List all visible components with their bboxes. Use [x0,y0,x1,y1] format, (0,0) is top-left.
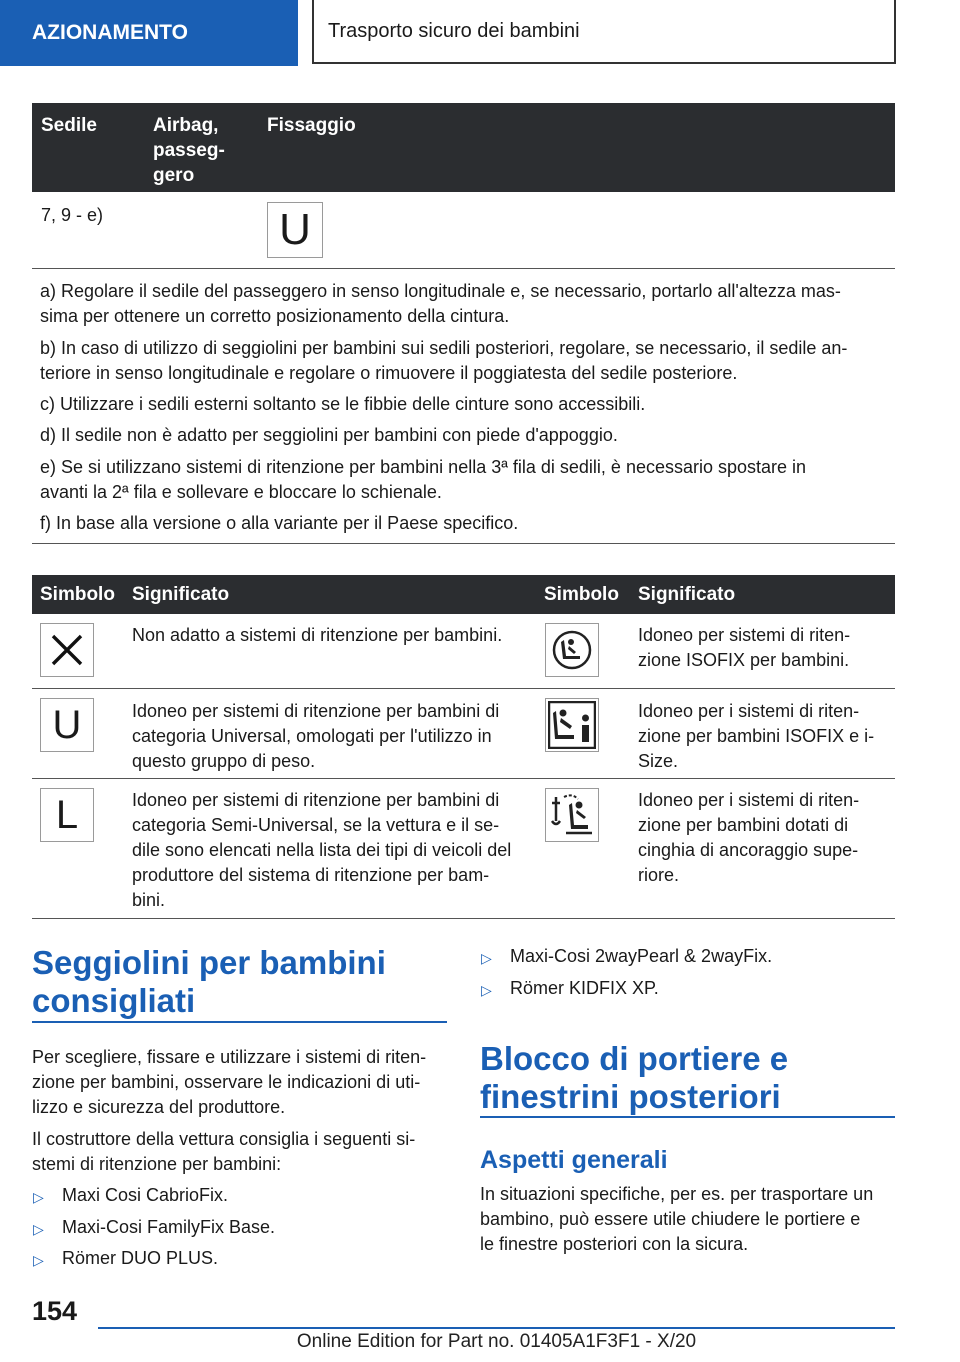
table1-header-airbag-1: Airbag, [153,115,219,136]
cross-icon [40,623,94,677]
table1-header-fixing: Fissaggio [267,115,356,136]
footer-edition: Online Edition for Part no. 01405A1F3F1 - X/20 [296,1331,697,1352]
recommended-para-1: Per scegliere, fissare e utilizzare i sistemi di riten- zione per bambini, osservare le indicazioni di uti- lizzo e sicurezza del produttore. [32,1047,427,1117]
list-item: ▷ Maxi Cosi CabrioFix. [33,1183,228,1208]
footnote-e: e) Se si utilizzano sistemi di ritenzione per bambini nella 3ª fila di sedili, è necessario spostare in avanti la 2ª fila e sollevare e bloccare lo schienale. [40,457,807,502]
table2-row1-divider [32,688,895,689]
footer-rule [98,1327,895,1329]
bullet-triangle-icon: ▷ [481,950,492,966]
footnote-a: a) Regolare il sedile del passeggero in senso longitudinale e, se necessario, portarlo all'altezza mas- sima per ottenere un corretto posizionamento della cintura. [40,281,841,326]
table2-header-symbol-2: Simbolo [544,584,619,605]
list-item: ▷ Maxi-Cosi FamilyFix Base. [33,1215,275,1240]
footnote-b: b) In caso di utilizzo di seggiolini per bambini sui sedili posteriori, regolare, se necessario, il sedile an- teriore in senso longitudinale e regolare o rimuovere il poggiatesta del sedile posteriore. [40,338,848,383]
top-tether-icon [545,788,599,842]
table2-header-meaning-1: Significato [132,584,230,605]
isofix-isize-icon [545,698,599,752]
bullet-triangle-icon: ▷ [481,982,492,998]
table2-row2-left-text: Idoneo per sistemi di ritenzione per bambini di categoria Universal, omologati per l'utilizzo in questo gruppo di peso. [132,701,500,771]
section-tab: AZIONAMENTO [0,0,298,66]
section-rule-door-lock [480,1116,895,1118]
table1-header-airbag-3: gero [153,165,195,186]
page-header-title: Trasporto sicuro dei bambini [312,0,896,64]
isofix-seat-icon [545,623,599,677]
bullet-triangle-icon: ▷ [33,1221,44,1237]
subsection-title-general: Aspetti generali [480,1146,668,1174]
table1-header-airbag-2: passeg- [153,140,225,161]
table1-header-seat: Sedile [41,115,97,136]
table2-header-symbol-1: Simbolo [40,584,115,605]
page-number: 154 [32,1296,78,1326]
footnote-f: f) In base alla versione o alla variante per il Paese specifico. [40,513,519,533]
universal-u-icon: U [40,698,94,752]
list-item: ▷ Römer KIDFIX XP. [481,976,659,1001]
footnote-d: d) Il sedile non è adatto per seggiolini per bambini con piede d'appoggio. [40,425,618,445]
recommended-para-2: Il costruttore della vettura consiglia i seguenti si- stemi di ritenzione per bambini: [32,1129,416,1174]
universal-u-icon: U [267,202,323,258]
semi-universal-l-icon: L [40,788,94,842]
door-lock-para: In situazioni specifiche, per es. per trasportare un bambino, può essere utile chiudere le portiere e le finestre posteriori con la sicura. [480,1184,874,1254]
list-item: ▷ Römer DUO PLUS. [33,1246,218,1271]
section-rule-recommended [32,1021,447,1023]
list-item: ▷ Maxi-Cosi 2wayPearl & 2wayFix. [481,944,772,969]
footnotes-divider [32,543,895,544]
table2-row3-left-text: Idoneo per sistemi di ritenzione per bambini di categoria Semi-Universal, se la vettura e il se- dile sono elencati nella lista dei tipi di veicoli del produttore del sistema di ritenzione per bam- bini. [132,790,512,910]
table2-row2-divider [32,778,895,779]
table2-bottom-divider [32,918,895,919]
footnote-c: c) Utilizzare i sedili esterni soltanto se le fibbie delle cinture sono accessibili. [40,394,646,414]
table1-seat-cell: 7, 9 - e) [41,205,104,225]
table2-row1-left-text: Non adatto a sistemi di ritenzione per bambini. [132,625,503,645]
table2-header-meaning-2: Significato [638,584,736,605]
section-title-door-lock: Blocco di portiere e finestrini posteriori [480,1040,789,1115]
table1-divider [32,268,895,269]
section-title-recommended: Seggiolini per bambini consigliati [32,944,386,1019]
bullet-triangle-icon: ▷ [33,1252,44,1268]
table2-row1-right-text: Idoneo per sistemi di riten- zione ISOFIX per bambini. [638,625,851,670]
table1-header [32,103,895,192]
table2-header [32,575,895,614]
table2-row2-right-text: Idoneo per i sistemi di riten- zione per bambini ISOFIX e i- Size. [638,701,875,771]
bullet-triangle-icon: ▷ [33,1189,44,1205]
table2-row3-right-text: Idoneo per i sistemi di riten- zione per bambini dotati di cinghia di ancoraggio supe- riore. [638,790,860,885]
